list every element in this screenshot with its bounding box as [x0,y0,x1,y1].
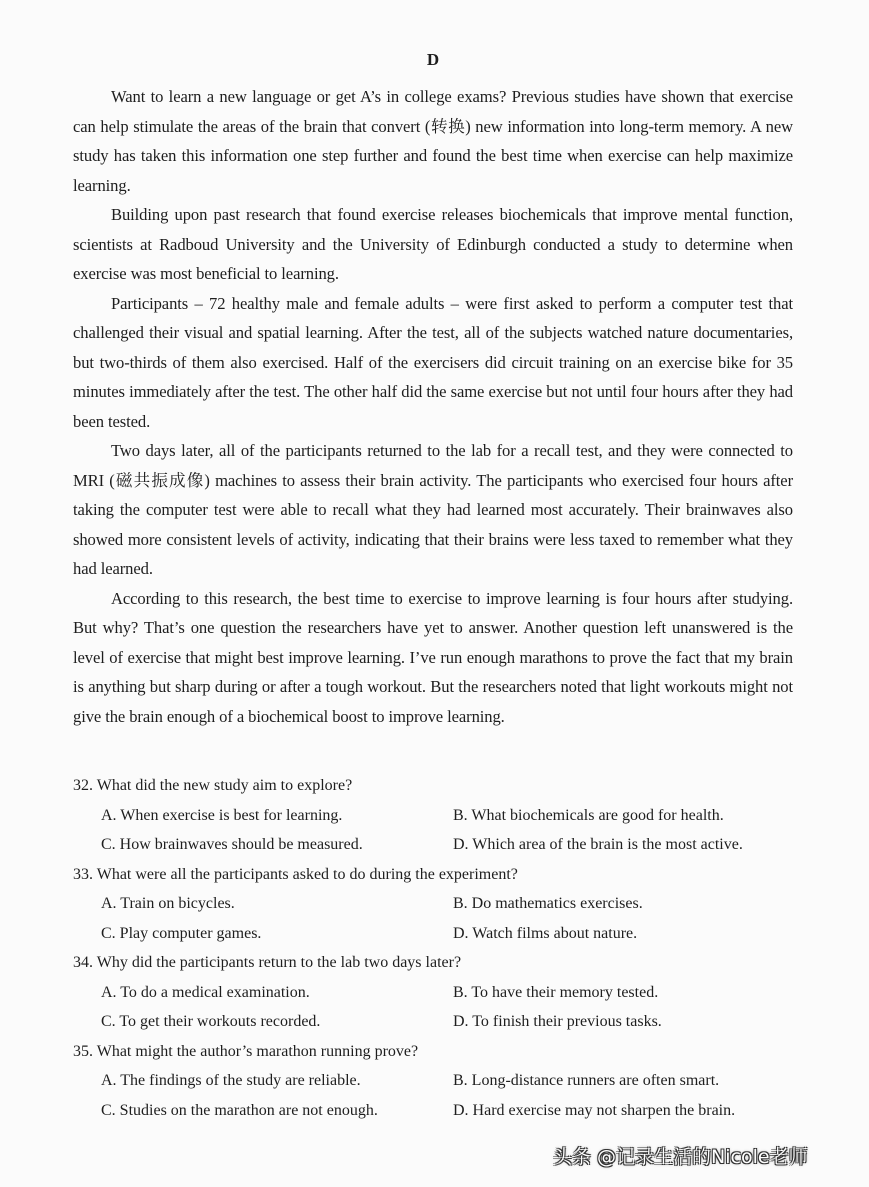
question-32 [73,771,793,860]
question-stem: 34. Why did the participants return to the lab two days later? [73,954,462,971]
question-stem: 35. What might the author’s marathon running prove? [73,1042,419,1060]
option-c: C. Studies on the marathon are not enough. [101,1101,378,1119]
option-grid [73,1066,793,1125]
paragraph-4: Two days later, all of the participants returned to the lab for a recall test, and they were connected to MRI (磁共振成像) machines to assess their brain activity. The participants who exercised four hours after taking the computer test were able to recall what they had learned most accurately. Their brainwaves also showed more consistent levels of activity, indicating that their brains were less taxed to remember what they had learned. [73,441,793,578]
question-stem: 32. What did the new study aim to explore? [73,777,353,794]
option-a: A. To do a medical examination. [101,983,310,1001]
watermark: 头条 @记录生活的Nicole老师 [553,1146,808,1168]
reading-passage-page [73,50,793,1125]
option-c: C. Play computer games. [101,924,262,942]
option-d: D. Watch films about nature. [453,924,638,942]
option-a: A. Train on bicycles. [101,895,235,912]
paragraph-5: According to this research, the best time to exercise to improve learning is four hours after studying. But why? That’s one question the researchers have yet to answer. Another question left unanswered is the level of exercise that might best improve learning. I’ve run enough marathons to prove the fact that my brain is anything but sharp during or after a tough workout. But the researchers noted that light workouts might not give the brain enough of a biochemical boost to improve learning. [73,588,793,726]
option-b: B. Do mathematics exercises. [453,895,643,912]
question-stem: 33. What were all the participants asked to do during the experiment? [73,865,518,883]
option-d: D. To finish their previous tasks. [453,1013,662,1030]
section-title: D [426,50,440,69]
paragraph-3: Participants – 72 healthy male and female adults – were first asked to perform a computer test that challenged their visual and spatial learning. After the test, all of the subjects watched nature documentaries, but two-thirds of them also exercised. Half of the exercisers did circuit training on an exercise bike for 35 minutes immediately after the test. The other half did the same exercise but not until four hours after they had been tested. [73,293,793,431]
option-grid [73,801,793,860]
question-33 [73,860,793,949]
option-a: A. When exercise is best for learning. [101,806,343,824]
option-d: D. Hard exercise may not sharpen the brain. [453,1101,736,1119]
option-c: C. To get their workouts recorded. [101,1013,321,1030]
question-list [73,771,793,1125]
option-grid [73,889,793,948]
option-d: D. Which area of the brain is the most active. [453,836,743,853]
option-b: B. To have their memory tested. [453,983,659,1001]
paragraph-2: Building upon past research that found exercise releases biochemicals that improve mental function, scientists at Radboud University and the University of Edinburgh conducted a study to determine when exercise was most beneficial to learning. [73,205,793,283]
option-b: B. What biochemicals are good for health. [453,806,724,824]
question-34 [73,948,793,1037]
question-35 [73,1037,793,1126]
option-c: C. How brainwaves should be measured. [101,836,363,853]
option-a: A. The findings of the study are reliable. [101,1072,361,1089]
paragraph-1: Want to learn a new language or get A’s in college exams? Previous studies have shown that exercise can help stimulate the areas of the brain that convert (转换) new information into long-term memory. A new study has taken this information one step further and found the best time when exercise can help maximize learning. [73,87,793,195]
option-grid [73,978,793,1037]
option-b: B. Long-distance runners are often smart. [453,1072,720,1089]
